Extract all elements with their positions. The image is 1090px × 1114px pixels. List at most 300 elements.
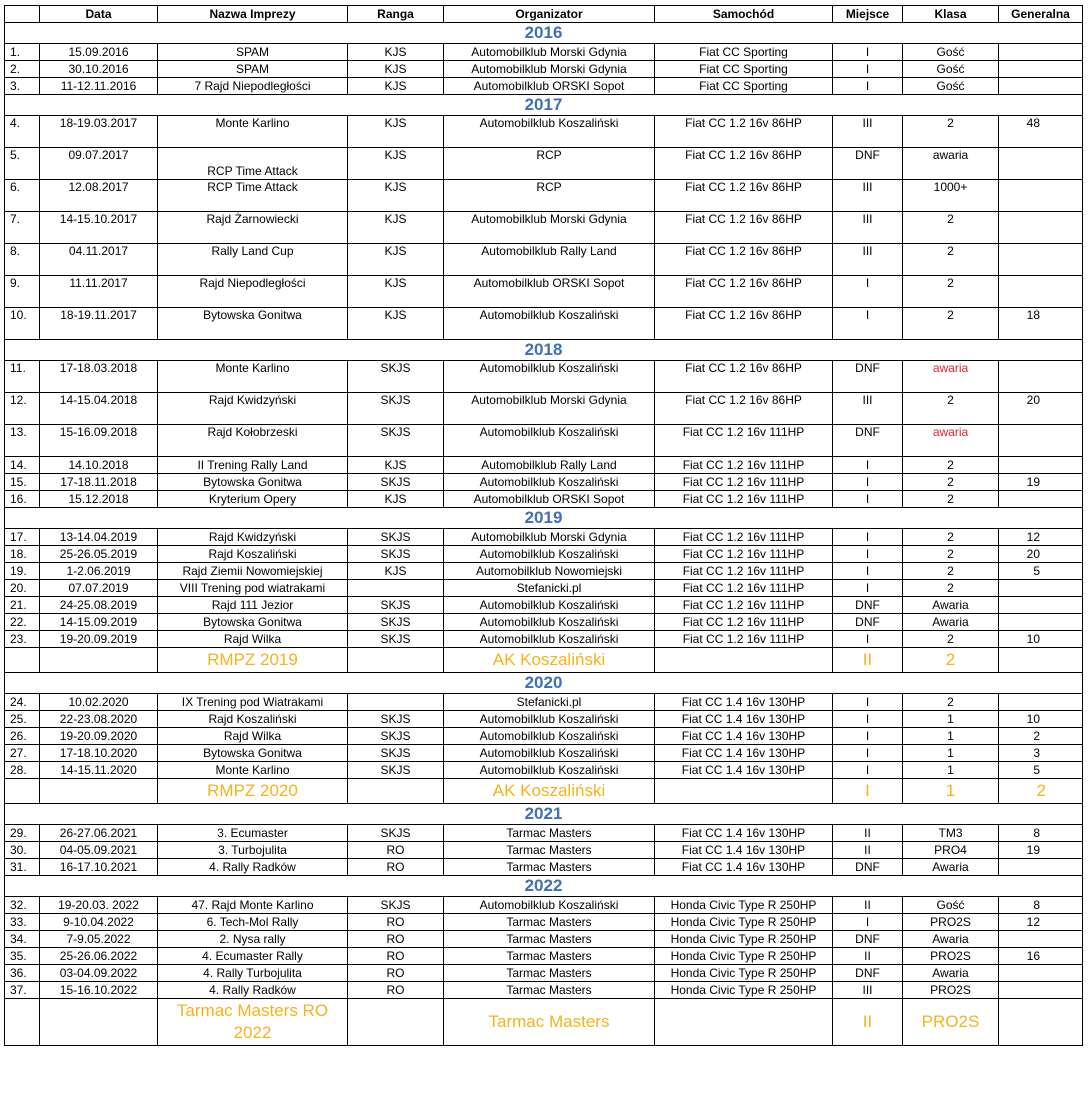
table-row [5, 244, 1083, 276]
year-label: 2017 [5, 95, 1083, 116]
col-header-overall: Generalna [999, 6, 1083, 23]
cell-event-name: 6. Tech-Mol Rally [158, 914, 348, 931]
table-row [5, 897, 1083, 914]
cell-car [655, 648, 833, 673]
cell-date: 26-27.06.2021 [40, 825, 158, 842]
cell-class: 2 [903, 648, 999, 673]
cell-organizer: Automobilklub Koszaliński [444, 614, 655, 631]
cell-class: 2 [903, 393, 999, 425]
cell-class: 2 [903, 580, 999, 597]
cell-event-name: Rally Land Cup [158, 244, 348, 276]
cell-overall [999, 648, 1083, 673]
cell-rank: KJS [348, 44, 444, 61]
cell-place: I [833, 779, 903, 804]
cell-event-name: Bytowska Gonitwa [158, 745, 348, 762]
cell-class: PRO2S [903, 982, 999, 999]
cell-car: Fiat CC 1.4 16v 130HP [655, 762, 833, 779]
cell-car: Honda Civic Type R 250HP [655, 914, 833, 931]
cell-number: 3. [5, 78, 40, 95]
cell-place: I [833, 78, 903, 95]
cell-date: 17-18.11.2018 [40, 474, 158, 491]
cell-car: Fiat CC 1.2 16v 111HP [655, 631, 833, 648]
cell-car: Fiat CC 1.2 16v 86HP [655, 308, 833, 340]
cell-rank: SKJS [348, 897, 444, 914]
cell-organizer: Tarmac Masters [444, 965, 655, 982]
cell-number: 34. [5, 931, 40, 948]
cell-event-name: IX Trening pod Wiatrakami [158, 694, 348, 711]
cell-place: II [833, 825, 903, 842]
cell-number: 11. [5, 361, 40, 393]
table-row [5, 580, 1083, 597]
table-row [5, 491, 1083, 508]
cell-place: I [833, 61, 903, 78]
cell-car: Fiat CC 1.2 16v 111HP [655, 474, 833, 491]
cell-rank: KJS [348, 276, 444, 308]
cell-number: 21. [5, 597, 40, 614]
cell-overall [999, 965, 1083, 982]
cell-date: 15.12.2018 [40, 491, 158, 508]
cell-organizer: RCP [444, 148, 655, 180]
col-header-class: Klasa [903, 6, 999, 23]
col-header-date: Data [40, 6, 158, 23]
cell-event-name: 4. Ecumaster Rally [158, 948, 348, 965]
cell-class: 2 [903, 474, 999, 491]
cell-event-name: Rajd Niepodległości [158, 276, 348, 308]
cell-date: 17-18.10.2020 [40, 745, 158, 762]
cell-rank: KJS [348, 180, 444, 212]
col-header-car: Samochód [655, 6, 833, 23]
cell-overall [999, 931, 1083, 948]
cell-number: 28. [5, 762, 40, 779]
cell-date: 18-19.03.2017 [40, 116, 158, 148]
table-row [5, 44, 1083, 61]
cell-event-name: 2. Nysa rally [158, 931, 348, 948]
cell-event-name: RMPZ 2020 [158, 779, 348, 804]
cell-overall: 20 [999, 393, 1083, 425]
cell-event-name: 47. Rajd Monte Karlino [158, 897, 348, 914]
cell-date: 15.09.2016 [40, 44, 158, 61]
cell-date: 30.10.2016 [40, 61, 158, 78]
cell-overall: 19 [999, 474, 1083, 491]
cell-organizer: Tarmac Masters [444, 948, 655, 965]
cell-event-name: Bytowska Gonitwa [158, 308, 348, 340]
cell-event-name: 4. Rally Turbojulita [158, 965, 348, 982]
cell-organizer: Automobilklub Koszaliński [444, 711, 655, 728]
cell-car: Fiat CC 1.2 16v 86HP [655, 148, 833, 180]
cell-place: DNF [833, 931, 903, 948]
cell-organizer: Automobilklub Koszaliński [444, 474, 655, 491]
cell-class: 2 [903, 116, 999, 148]
cell-car: Fiat CC 1.2 16v 111HP [655, 563, 833, 580]
cell-class: 2 [903, 308, 999, 340]
cell-place: DNF [833, 859, 903, 876]
cell-number: 30. [5, 842, 40, 859]
cell-class: 2 [903, 491, 999, 508]
cell-date: 25-26.05.2019 [40, 546, 158, 563]
cell-date: 11.11.2017 [40, 276, 158, 308]
cell-date [40, 779, 158, 804]
cell-event-name: Rajd Ziemii Nowomiejskiej [158, 563, 348, 580]
year-separator-row [5, 876, 1083, 897]
cell-car: Fiat CC 1.2 16v 111HP [655, 457, 833, 474]
cell-event-name: 3. Ecumaster [158, 825, 348, 842]
cell-class: TM3 [903, 825, 999, 842]
cell-class: Awaria [903, 597, 999, 614]
cell-date: 14-15.04.2018 [40, 393, 158, 425]
results-body [5, 23, 1083, 1046]
cell-class: 1 [903, 728, 999, 745]
cell-overall: 10 [999, 631, 1083, 648]
cell-class: 1000+ [903, 180, 999, 212]
col-header-organizer: Organizator [444, 6, 655, 23]
cell-car: Fiat CC 1.4 16v 130HP [655, 728, 833, 745]
cell-place: II [833, 842, 903, 859]
cell-rank: KJS [348, 212, 444, 244]
cell-date: 14-15.09.2019 [40, 614, 158, 631]
cell-organizer: Tarmac Masters [444, 982, 655, 999]
cell-number: 5. [5, 148, 40, 180]
cell-overall [999, 982, 1083, 999]
cell-class: Gość [903, 78, 999, 95]
cell-organizer: Tarmac Masters [444, 842, 655, 859]
cell-class: 2 [903, 546, 999, 563]
cell-rank: SKJS [348, 546, 444, 563]
cell-event-name: Monte Karlino [158, 116, 348, 148]
cell-overall [999, 276, 1083, 308]
cell-number: 36. [5, 965, 40, 982]
cell-place: II [833, 897, 903, 914]
cell-event-name: 3. Turbojulita [158, 842, 348, 859]
cell-date: 14.10.2018 [40, 457, 158, 474]
cell-date [40, 648, 158, 673]
cell-class: 1 [903, 711, 999, 728]
cell-event-name: II Trening Rally Land [158, 457, 348, 474]
cell-overall: 2 [999, 779, 1083, 804]
cell-event-name: 4. Rally Radków [158, 859, 348, 876]
cell-overall [999, 78, 1083, 95]
cell-number: 9. [5, 276, 40, 308]
cell-class: Awaria [903, 859, 999, 876]
cell-number: 22. [5, 614, 40, 631]
cell-event-name: Bytowska Gonitwa [158, 614, 348, 631]
cell-number: 29. [5, 825, 40, 842]
cell-rank: KJS [348, 491, 444, 508]
cell-rank: SKJS [348, 762, 444, 779]
cell-date: 14-15.11.2020 [40, 762, 158, 779]
cell-organizer: Automobilklub Koszaliński [444, 116, 655, 148]
cell-place: I [833, 563, 903, 580]
table-row [5, 948, 1083, 965]
cell-date: 19-20.03. 2022 [40, 897, 158, 914]
cell-number: 25. [5, 711, 40, 728]
cell-organizer: Automobilklub Koszaliński [444, 897, 655, 914]
table-row [5, 965, 1083, 982]
season-summary-row [5, 999, 1083, 1046]
cell-rank: RO [348, 859, 444, 876]
cell-rank: KJS [348, 308, 444, 340]
table-row [5, 745, 1083, 762]
cell-car: Honda Civic Type R 250HP [655, 982, 833, 999]
cell-place: III [833, 393, 903, 425]
cell-organizer: Automobilklub Morski Gdynia [444, 529, 655, 546]
table-row [5, 529, 1083, 546]
cell-overall [999, 597, 1083, 614]
cell-date: 16-17.10.2021 [40, 859, 158, 876]
cell-class: Gość [903, 44, 999, 61]
season-summary-row [5, 779, 1083, 804]
cell-place: I [833, 44, 903, 61]
cell-place: III [833, 244, 903, 276]
cell-organizer: Automobilklub Koszaliński [444, 546, 655, 563]
cell-organizer: Stefanicki.pl [444, 694, 655, 711]
cell-organizer: Automobilklub Koszaliński [444, 425, 655, 457]
cell-overall: 16 [999, 948, 1083, 965]
cell-date: 17-18.03.2018 [40, 361, 158, 393]
cell-car: Fiat CC 1.4 16v 130HP [655, 842, 833, 859]
season-summary-row [5, 648, 1083, 673]
cell-class: PRO2S [903, 948, 999, 965]
cell-date: 11-12.11.2016 [40, 78, 158, 95]
cell-class: 1 [903, 745, 999, 762]
cell-class: 1 [903, 762, 999, 779]
cell-place: I [833, 474, 903, 491]
cell-event-name: Monte Karlino [158, 361, 348, 393]
cell-organizer: Automobilklub Morski Gdynia [444, 61, 655, 78]
cell-overall [999, 999, 1083, 1046]
cell-place: I [833, 728, 903, 745]
cell-event-name: 4. Rally Radków [158, 982, 348, 999]
cell-class: Gość [903, 61, 999, 78]
cell-car: Fiat CC 1.2 16v 111HP [655, 425, 833, 457]
cell-rank: RO [348, 931, 444, 948]
cell-rank: RO [348, 982, 444, 999]
cell-car: Honda Civic Type R 250HP [655, 897, 833, 914]
cell-number: 1. [5, 44, 40, 61]
cell-rank: SKJS [348, 597, 444, 614]
header-row [5, 6, 1083, 23]
table-row [5, 614, 1083, 631]
cell-class: 2 [903, 276, 999, 308]
cell-date: 18-19.11.2017 [40, 308, 158, 340]
cell-car: Fiat CC 1.2 16v 111HP [655, 491, 833, 508]
table-row [5, 78, 1083, 95]
cell-number: 15. [5, 474, 40, 491]
cell-date: 9-10.04.2022 [40, 914, 158, 931]
table-row [5, 425, 1083, 457]
cell-number: 2. [5, 61, 40, 78]
cell-car: Fiat CC Sporting [655, 61, 833, 78]
cell-rank: SKJS [348, 529, 444, 546]
cell-place: II [833, 648, 903, 673]
cell-organizer: Automobilklub ORSKI Sopot [444, 78, 655, 95]
cell-organizer: Automobilklub Koszaliński [444, 631, 655, 648]
cell-organizer: Automobilklub Morski Gdynia [444, 393, 655, 425]
table-row [5, 563, 1083, 580]
cell-rank: SKJS [348, 631, 444, 648]
cell-car: Honda Civic Type R 250HP [655, 931, 833, 948]
cell-place: DNF [833, 425, 903, 457]
cell-overall: 8 [999, 897, 1083, 914]
cell-number: 37. [5, 982, 40, 999]
cell-class: 2 [903, 631, 999, 648]
cell-car: Fiat CC 1.2 16v 111HP [655, 614, 833, 631]
cell-rank: RO [348, 948, 444, 965]
cell-rank: SKJS [348, 825, 444, 842]
cell-rank [348, 694, 444, 711]
table-row [5, 148, 1083, 180]
cell-overall: 3 [999, 745, 1083, 762]
cell-class: 2 [903, 694, 999, 711]
cell-date: 13-14.04.2019 [40, 529, 158, 546]
table-row [5, 457, 1083, 474]
col-header-rank: Ranga [348, 6, 444, 23]
cell-overall: 12 [999, 529, 1083, 546]
cell-place: DNF [833, 148, 903, 180]
cell-rank: KJS [348, 563, 444, 580]
cell-number: 6. [5, 180, 40, 212]
cell-rank: KJS [348, 457, 444, 474]
cell-organizer: Automobilklub Nowomiejski [444, 563, 655, 580]
cell-class: awaria [903, 361, 999, 393]
cell-rank: SKJS [348, 728, 444, 745]
cell-place: III [833, 212, 903, 244]
cell-overall [999, 859, 1083, 876]
cell-organizer: Stefanicki.pl [444, 580, 655, 597]
cell-place: I [833, 529, 903, 546]
cell-date: 04.11.2017 [40, 244, 158, 276]
year-separator-row [5, 23, 1083, 44]
year-label: 2020 [5, 673, 1083, 694]
cell-date: 03-04.09.2022 [40, 965, 158, 982]
cell-number: 16. [5, 491, 40, 508]
table-row [5, 212, 1083, 244]
cell-rank: SKJS [348, 711, 444, 728]
table-row [5, 276, 1083, 308]
cell-car: Fiat CC 1.2 16v 86HP [655, 116, 833, 148]
cell-overall [999, 244, 1083, 276]
cell-rank: SKJS [348, 361, 444, 393]
cell-overall: 5 [999, 762, 1083, 779]
cell-date: 1-2.06.2019 [40, 563, 158, 580]
cell-overall: 10 [999, 711, 1083, 728]
cell-class: Awaria [903, 614, 999, 631]
cell-number: 17. [5, 529, 40, 546]
cell-place: I [833, 914, 903, 931]
cell-organizer: Automobilklub Koszaliński [444, 745, 655, 762]
cell-class: awaria [903, 148, 999, 180]
cell-event-name: Monte Karlino [158, 762, 348, 779]
cell-organizer: Tarmac Masters [444, 931, 655, 948]
cell-number: 35. [5, 948, 40, 965]
table-row [5, 914, 1083, 931]
cell-car: Fiat CC 1.2 16v 86HP [655, 393, 833, 425]
cell-class: 2 [903, 244, 999, 276]
cell-organizer: Automobilklub ORSKI Sopot [444, 276, 655, 308]
cell-overall: 48 [999, 116, 1083, 148]
cell-place: I [833, 745, 903, 762]
year-label: 2021 [5, 804, 1083, 825]
cell-overall: 19 [999, 842, 1083, 859]
cell-organizer: Automobilklub Koszaliński [444, 762, 655, 779]
cell-organizer: Automobilklub Morski Gdynia [444, 44, 655, 61]
cell-car: Honda Civic Type R 250HP [655, 965, 833, 982]
cell-rank [348, 648, 444, 673]
cell-class: 2 [903, 457, 999, 474]
cell-event-name: SPAM [158, 44, 348, 61]
cell-overall [999, 614, 1083, 631]
col-header-number [5, 6, 40, 23]
cell-place: I [833, 711, 903, 728]
cell-number: 24. [5, 694, 40, 711]
cell-overall: 12 [999, 914, 1083, 931]
cell-place: DNF [833, 614, 903, 631]
cell-car: Fiat CC 1.2 16v 111HP [655, 546, 833, 563]
cell-event-name: Rajd Koszaliński [158, 546, 348, 563]
cell-rank: SKJS [348, 474, 444, 491]
cell-event-name: Rajd Żarnowiecki [158, 212, 348, 244]
cell-overall [999, 361, 1083, 393]
table-row [5, 711, 1083, 728]
cell-event-name: Rajd Kołobrzeski [158, 425, 348, 457]
cell-overall [999, 425, 1083, 457]
cell-place: I [833, 546, 903, 563]
cell-organizer: RCP [444, 180, 655, 212]
cell-class: PRO2S [903, 999, 999, 1046]
cell-number: 33. [5, 914, 40, 931]
cell-date: 25-26.06.2022 [40, 948, 158, 965]
cell-date: 09.07.2017 [40, 148, 158, 180]
cell-organizer: Tarmac Masters [444, 914, 655, 931]
cell-date: 15-16.09.2018 [40, 425, 158, 457]
cell-place: I [833, 308, 903, 340]
table-row [5, 859, 1083, 876]
cell-place: I [833, 631, 903, 648]
table-row [5, 631, 1083, 648]
col-header-event-name: Nazwa Imprezy [158, 6, 348, 23]
table-row [5, 597, 1083, 614]
cell-car: Fiat CC 1.4 16v 130HP [655, 711, 833, 728]
cell-organizer: Automobilklub Koszaliński [444, 308, 655, 340]
cell-date: 07.07.2019 [40, 580, 158, 597]
cell-car: Fiat CC 1.2 16v 86HP [655, 212, 833, 244]
cell-organizer: Automobilklub Rally Land [444, 244, 655, 276]
table-row [5, 762, 1083, 779]
cell-number: 20. [5, 580, 40, 597]
cell-car [655, 779, 833, 804]
cell-car: Fiat CC 1.4 16v 130HP [655, 694, 833, 711]
cell-number [5, 648, 40, 673]
cell-event-name: Rajd Kwidzyński [158, 529, 348, 546]
cell-car: Fiat CC 1.2 16v 86HP [655, 276, 833, 308]
cell-organizer: Automobilklub Koszaliński [444, 361, 655, 393]
cell-organizer: Tarmac Masters [444, 825, 655, 842]
cell-car: Fiat CC 1.2 16v 111HP [655, 597, 833, 614]
cell-number: 31. [5, 859, 40, 876]
cell-number: 19. [5, 563, 40, 580]
cell-event-name: RCP Time Attack [158, 148, 348, 180]
table-row [5, 308, 1083, 340]
table-row [5, 982, 1083, 999]
cell-event-name: Rajd Koszaliński [158, 711, 348, 728]
cell-rank: SKJS [348, 745, 444, 762]
cell-place: I [833, 580, 903, 597]
cell-date: 12.08.2017 [40, 180, 158, 212]
cell-class: Awaria [903, 965, 999, 982]
cell-rank: KJS [348, 78, 444, 95]
cell-organizer: Tarmac Masters [444, 999, 655, 1046]
cell-class: Awaria [903, 931, 999, 948]
cell-organizer: AK Koszaliński [444, 779, 655, 804]
